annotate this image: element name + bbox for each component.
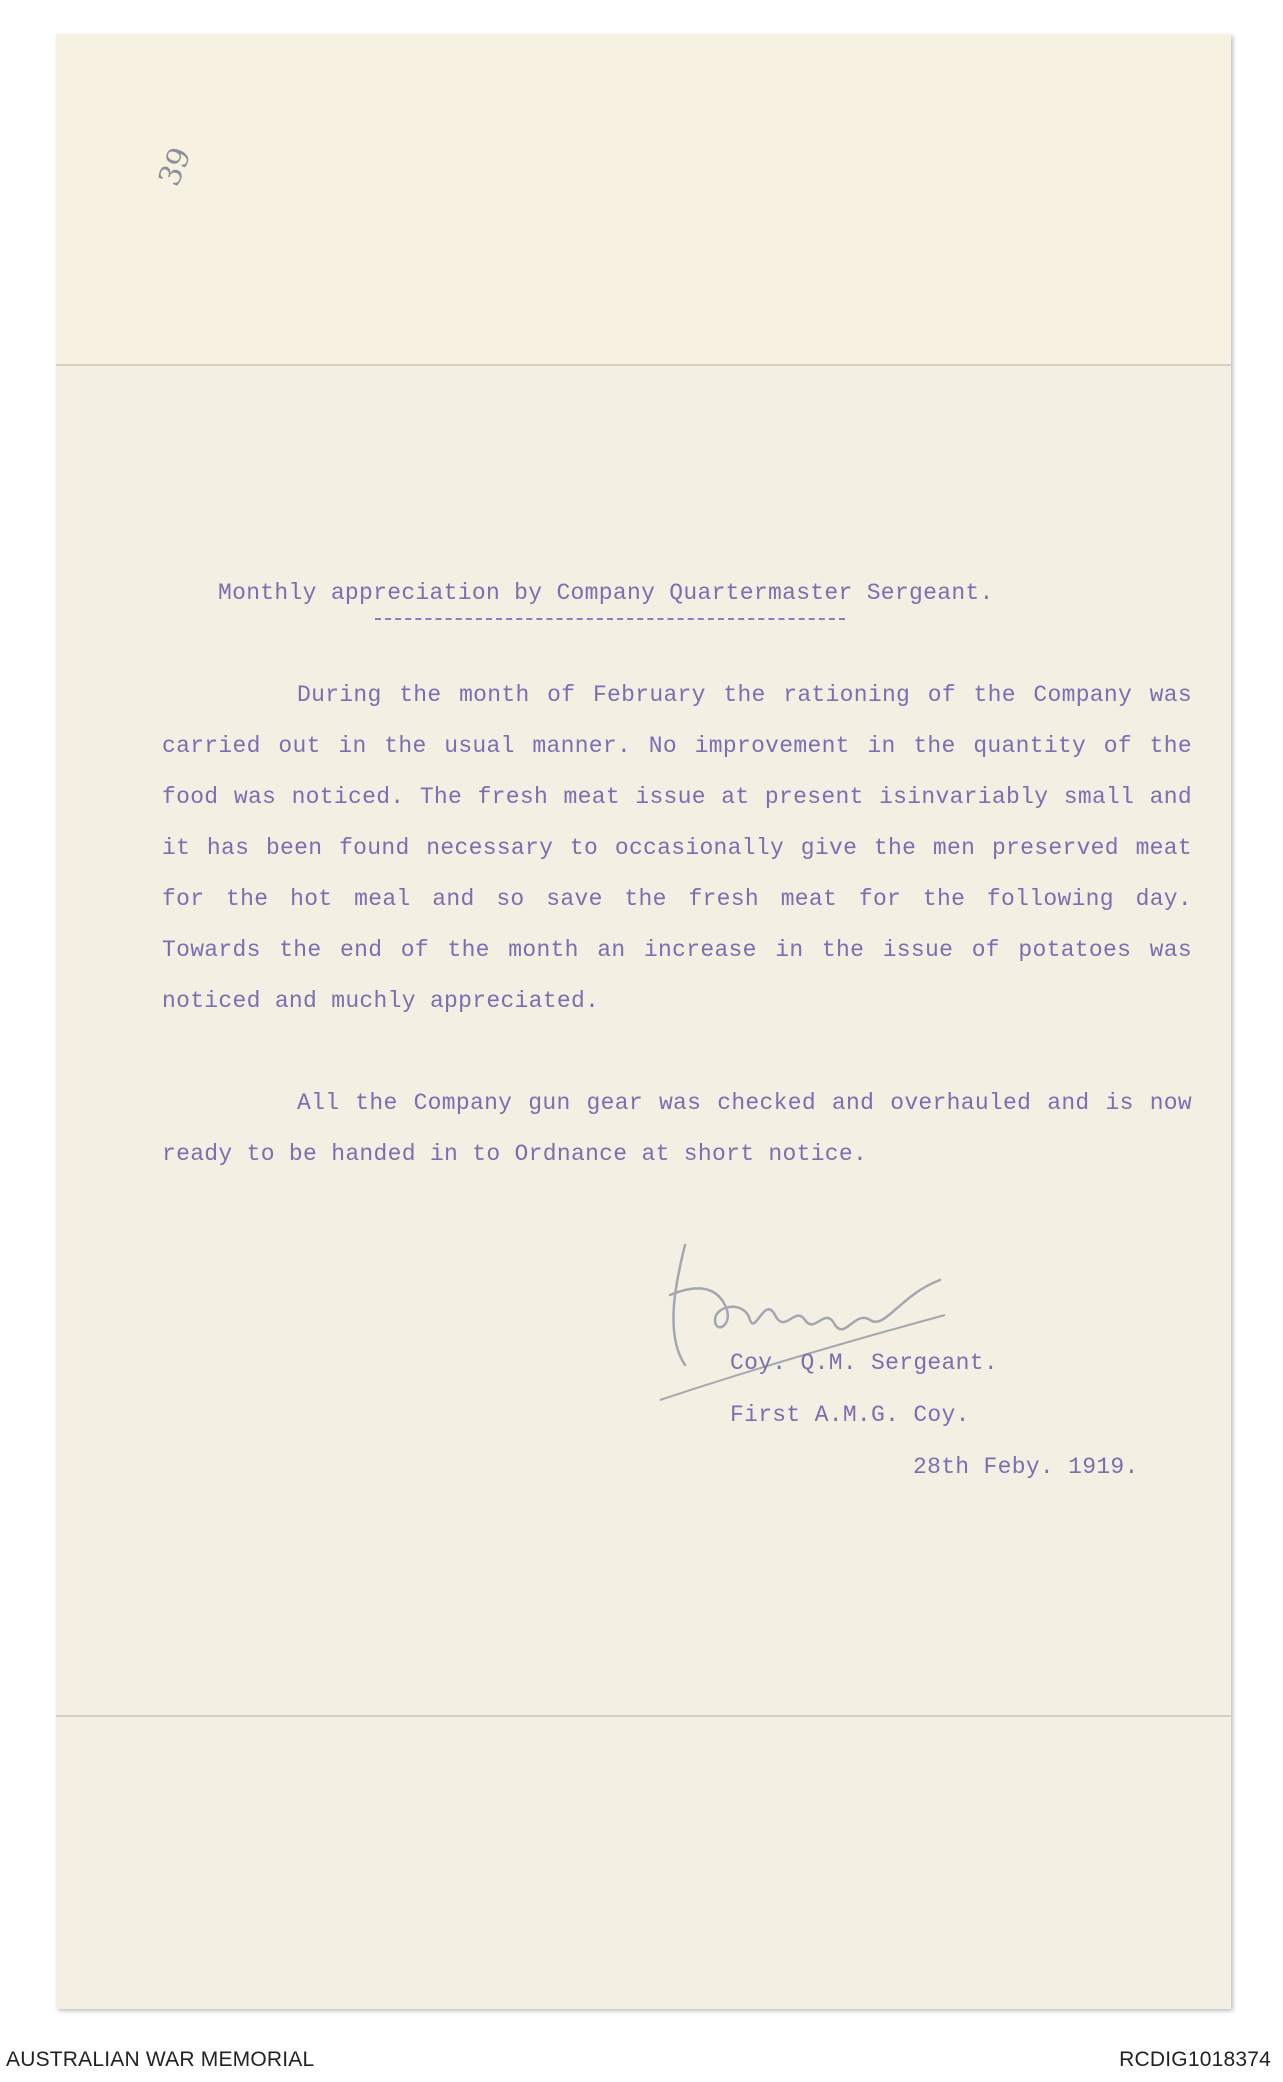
paragraph-gun-gear: All the Company gun gear was checked and overhauled and is now ready to be handed in to Ordnance at short notice. — [162, 1090, 1192, 1167]
fold-line-bottom — [56, 1715, 1231, 1717]
signer-unit: First A.M.G. Coy. — [730, 1402, 970, 1428]
footer-source: AUSTRALIAN WAR MEMORIAL — [6, 2048, 315, 2071]
signer-title: Coy. Q.M. Sergeant. — [730, 1350, 998, 1376]
fold-line-top — [56, 364, 1231, 366]
paragraph-rations: During the month of February the rationing of the Company was carried out in the usual manner. No improvement in the quantity of the food was noticed. The fresh meat issue at present isinvariably small and it has been found necessary to occasionally give the men preserved meat for the hot meal and so save the fresh meat for the following day. Towards the end of the month an increase in the issue of potatoes was noticed and muchly appreciated. — [162, 682, 1192, 1014]
document-title: Monthly appreciation by Company Quartermaster Sergeant. — [218, 580, 994, 606]
document-date: 28th Feby. 1919. — [913, 1454, 1139, 1480]
folio-number: 39 — [152, 142, 199, 192]
folded-top-flap — [56, 34, 1231, 364]
title-underline — [375, 618, 845, 620]
footer-record-id: RCDIG1018374 — [1119, 2048, 1271, 2071]
